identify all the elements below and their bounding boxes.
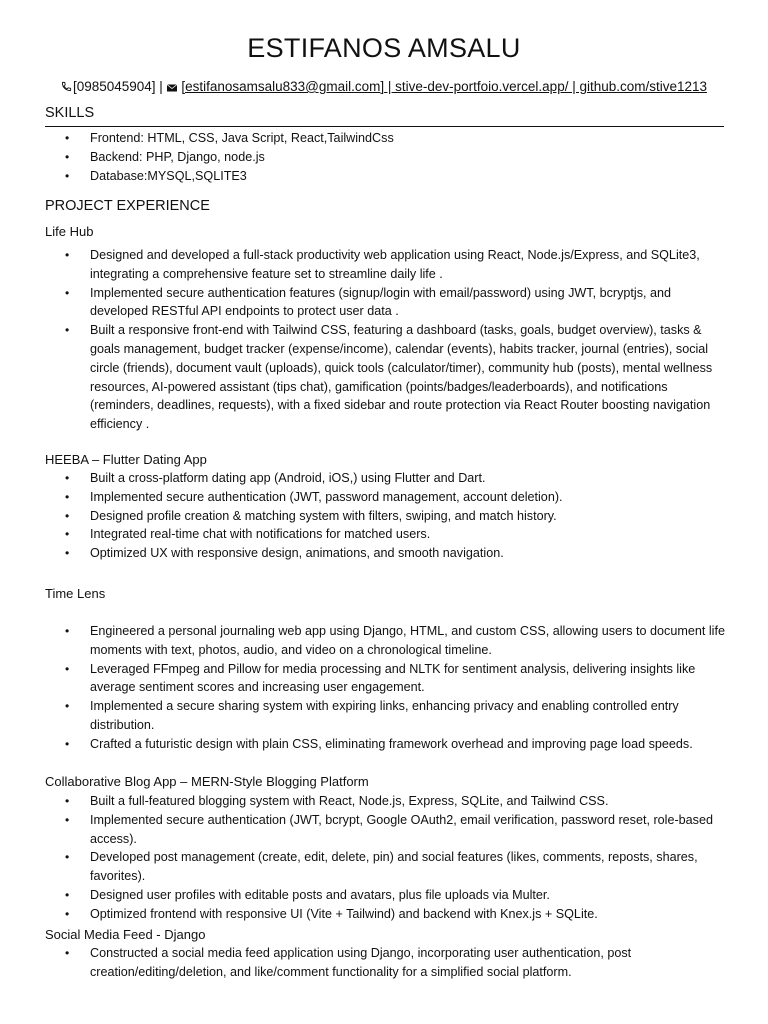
project-bullets [62,469,727,563]
skills-list [62,129,727,185]
project-bullet: • Engineered a personal journaling web app using Django, HTML, and custom CSS, allowing users to document life moments with text, photos, audio, and video on a chronological timeline. [62,622,727,660]
project-bullet: • Built a responsive front-end with Tailwind CSS, featuring a dashboard (tasks, goals, budget overview), tasks & goals management, budget tracker (expense/income), calendar (events), habits tracker, journal (entries), social circle (friends), document vault (uploads), quick tools (calculator/timer), community hub (posts), mental wellness resources, AI-powered assistant (tips chat), gamification (points/badges/leaderboards), and notifications (reminders, deadlines, requests), with a fixed sidebar and route protection via React Router boosting navigation efficiency . [62,321,727,434]
project-bullet: • Optimized frontend with responsive UI (Vite + Tailwind) and backend with Knex.js + SQLite. [62,905,727,924]
project-bullet: • Crafted a futuristic design with plain CSS, eliminating framework overhead and improving page load speeds. [62,735,727,754]
project-bullet: • Leveraged FFmpeg and Pillow for media processing and NLTK for sentiment analysis, delivering insights like average sentiment scores and increasing user engagement. [62,660,727,698]
project-bullet: • Implemented secure authentication (JWT, bcrypt, Google OAuth2, email verification, password reset, role-based access). [62,811,727,849]
project-bullet: • Implemented secure authentication (JWT, password management, account deletion). [62,488,727,507]
project-title: Time Lens [45,586,106,601]
skill-item: • Frontend: HTML, CSS, Java Script, React,TailwindCss [62,129,727,148]
envelope-icon [167,79,177,97]
contact-separator: | [155,79,167,94]
project-title: Life Hub [45,224,94,239]
contact-line [0,78,768,97]
project-bullet: • Built a full-featured blogging system with React, Node.js, Express, SQLite, and Tailwind CSS. [62,792,727,811]
candidate-name: ESTIFANOS AMSALU [247,33,521,63]
email-link[interactable]: [estifanosamsalu833@gmail.com] [181,79,385,94]
project-bullet: • Designed profile creation & matching system with filters, swiping, and match history. [62,507,727,526]
project-title: Collaborative Blog App – MERN-Style Blogging Platform [45,774,369,789]
project-bullet: • Constructed a social media feed application using Django, incorporating user authentication, post creation/editing/deletion, and like/comment functionality for a simplified social platform. [62,944,727,982]
project-bullet: • Designed and developed a full-stack productivity web application using React, Node.js/Express, and SQLite3, integrating a comprehensive feature set to streamline daily life . [62,246,727,284]
portfolio-link[interactable]: | stive-dev-portfoio.vercel.app/ [384,79,569,94]
project-bullets [62,792,727,924]
skill-item: • Backend: PHP, Django, node.js [62,148,727,167]
project-bullet: • Designed user profiles with editable posts and avatars, plus file uploads via Multer. [62,886,727,905]
project-bullet: • Optimized UX with responsive design, animations, and smooth navigation. [62,544,727,563]
skills-heading: SKILLS [45,105,95,121]
project-bullets [62,622,727,754]
project-bullet: • Integrated real-time chat with notifications for matched users. [62,525,727,544]
project-bullets [62,246,727,434]
github-link[interactable]: | github.com/stive1213 [568,79,708,94]
project-bullet: • Implemented a secure sharing system with expiring links, enhancing privacy and enabling controlled entry distribution. [62,697,727,735]
project-bullet: • Developed post management (create, edit, delete, pin) and social features (likes, comments, reposts, shares, favorites). [62,848,727,886]
phone-number: [0985045904] [72,79,156,94]
phone-icon [61,79,72,97]
project-bullet: • Implemented secure authentication features (signup/login with email/password) using JWT, bcryptjs, and developed RESTful API endpoints to protect user data . [62,284,727,322]
skill-item: • Database:MYSQL,SQLITE3 [62,167,727,186]
project-title: HEEBA – Flutter Dating App [45,452,207,467]
skills-divider [45,126,724,127]
projects-heading: PROJECT EXPERIENCE [45,198,210,214]
project-bullet: • Built a cross-platform dating app (Android, iOS,) using Flutter and Dart. [62,469,727,488]
project-title: Social Media Feed - Django [45,927,206,942]
project-bullets [62,944,727,982]
